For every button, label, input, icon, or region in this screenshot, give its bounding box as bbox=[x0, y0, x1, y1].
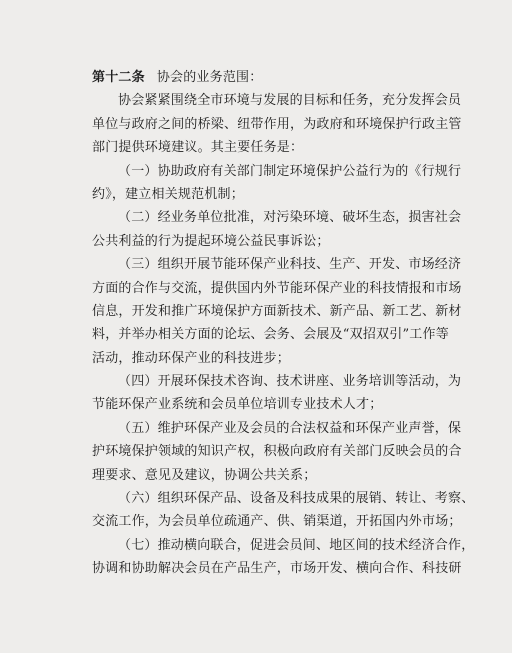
paragraph-line: （七）推动横向联合，促进会员间、地区间的技术经济合作， bbox=[118, 537, 475, 553]
paragraph-line: （一）协助政府有关部门制定环境保护公益行为的《行规行 bbox=[118, 163, 462, 179]
paragraph-line: 理要求、意见及建议，协调公共关系； bbox=[92, 467, 317, 483]
paragraph-line: 活动，推动环保产业的科技进步； bbox=[92, 350, 291, 366]
paragraph-line: 护环境保护领域的知识产权，积极向政府有关部门反映会员的合 bbox=[92, 444, 462, 460]
paragraph-line: 单位与政府之间的桥梁、纽带作用，为政府和环境保护行政主管 bbox=[92, 116, 462, 132]
article-title: 协会的业务范围： bbox=[156, 70, 263, 85]
paragraph-line: 部门提供环境建议。其主要任务是： bbox=[92, 140, 304, 156]
article-heading bbox=[92, 66, 498, 89]
paragraph-line: （二）经业务单位批准，对污染环境、破坏生态，损害社会 bbox=[118, 210, 462, 226]
article-number: 第十二条 bbox=[92, 70, 145, 85]
paragraph-line: （四）开展环保技术咨询、技术讲座、业务培训等活动，为 bbox=[118, 374, 462, 390]
paragraph-line: 交流工作，为会员单位疏通产、供、销渠道，开拓国内外市场； bbox=[92, 514, 462, 530]
paragraph-line: 协调和协助解决会员在产品生产，市场开发、横向合作、科技研 bbox=[92, 561, 462, 577]
paragraph-line: 信息，开发和推广环境保护方面新技术、新产品、新工艺、新材 bbox=[92, 303, 462, 319]
paragraph-line: 协会紧紧围绕全市环境与发展的目标和任务，充分发挥会员 bbox=[118, 93, 462, 109]
paragraph-line: 约》，建立相关规范机制； bbox=[92, 186, 244, 202]
paragraph-line: 公共利益的行为提起环境公益民事诉讼； bbox=[92, 233, 330, 249]
paragraph-line: （六）组织环保产品、设备及科技成果的展销、转让、考察、 bbox=[118, 491, 475, 507]
paragraph-line: 方面的合作与交流，提供国内外节能环保产业的科技情报和市场 bbox=[92, 280, 462, 296]
paragraph-line: （五）维护环保产业及会员的合法权益和环保产业声誉，保 bbox=[118, 420, 462, 436]
paragraph-line: （三）组织开展节能环保产业科技、生产、开发、市场经济 bbox=[118, 257, 462, 273]
paragraph-line: 料，并举办相关方面的论坛、会务、会展及“双招双引”工作等 bbox=[92, 327, 449, 343]
paragraph-line: 节能环保产业系统和会员单位培训专业技术人才； bbox=[92, 397, 383, 413]
